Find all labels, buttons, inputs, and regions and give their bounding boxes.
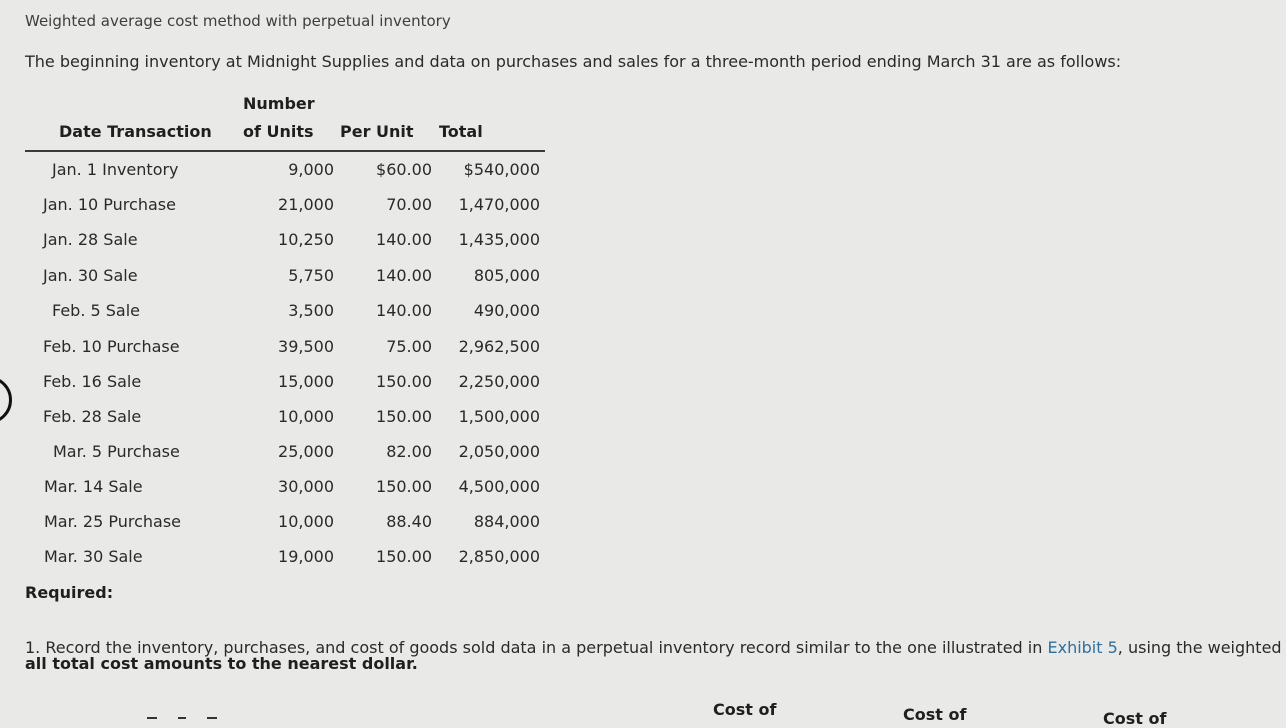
total-cell: 490,000 — [473, 301, 540, 320]
exhibit-link[interactable]: Exhibit 5 — [1047, 638, 1118, 657]
table-row — [0, 372, 560, 406]
column-header-cost-of: Cost of — [903, 705, 967, 724]
per-unit-cell: 150.00 — [376, 547, 432, 566]
date-transaction-cell: Jan. 30 Sale — [43, 266, 138, 285]
date-transaction-cell: Feb. 16 Sale — [43, 372, 142, 391]
header-rule — [25, 150, 545, 152]
units-cell: 5,750 — [288, 266, 334, 285]
table-row — [0, 512, 560, 546]
total-cell: 1,435,000 — [458, 230, 540, 249]
date-transaction-cell: Jan. 28 Sale — [43, 230, 138, 249]
units-cell: 19,000 — [278, 547, 334, 566]
table-row — [0, 266, 560, 300]
per-unit-cell: 150.00 — [376, 372, 432, 391]
units-cell: 30,000 — [278, 477, 334, 496]
table-row — [0, 407, 560, 441]
instruction-text: Record the inventory, purchases, and cost of goods sold data in a perpetual inventory record similar to the one illustrated in — [45, 638, 1043, 657]
date-transaction-cell: Jan. 10 Purchase — [43, 195, 176, 214]
problem-title: Weighted average cost method with perpetual inventory — [25, 12, 451, 30]
per-unit-cell: 140.00 — [376, 301, 432, 320]
total-cell: 2,962,500 — [458, 337, 540, 356]
column-header-cost-of: Cost of — [1103, 709, 1167, 728]
instruction-rounding: all total cost amounts to the nearest dollar. — [25, 654, 418, 673]
total-cell: 884,000 — [473, 512, 540, 531]
header-per-unit: Per Unit — [340, 122, 414, 141]
table-row — [0, 230, 560, 264]
total-cell: 2,050,000 — [458, 442, 540, 461]
units-cell: 25,000 — [278, 442, 334, 461]
table-row — [0, 442, 560, 476]
units-cell: 39,500 — [278, 337, 334, 356]
date-transaction-cell: Feb. 28 Sale — [43, 407, 142, 426]
date-transaction-cell: Mar. 14 Sale — [44, 477, 143, 496]
total-cell: $540,000 — [463, 160, 540, 179]
table-row — [0, 301, 560, 335]
total-cell: 4,500,000 — [458, 477, 540, 496]
per-unit-cell: $60.00 — [376, 160, 432, 179]
per-unit-cell: 70.00 — [386, 195, 432, 214]
per-unit-cell: 150.00 — [376, 477, 432, 496]
per-unit-cell: 88.40 — [386, 512, 432, 531]
partial-mark — [178, 717, 186, 719]
date-transaction-cell: Feb. 10 Purchase — [43, 337, 180, 356]
header-total: Total — [439, 122, 483, 141]
units-cell: 10,000 — [278, 512, 334, 531]
table-row — [0, 547, 560, 581]
units-cell: 15,000 — [278, 372, 334, 391]
per-unit-cell: 140.00 — [376, 230, 432, 249]
date-transaction-cell: Feb. 5 Sale — [52, 301, 141, 320]
table-row — [0, 195, 560, 229]
per-unit-cell: 82.00 — [386, 442, 432, 461]
units-cell: 9,000 — [288, 160, 334, 179]
table-row — [0, 477, 560, 511]
total-cell: 2,250,000 — [458, 372, 540, 391]
total-cell: 805,000 — [473, 266, 540, 285]
per-unit-cell: 150.00 — [376, 407, 432, 426]
header-date-transaction: Date Transaction — [59, 122, 212, 141]
partial-mark — [207, 717, 217, 719]
date-transaction-cell: Mar. 5 Purchase — [53, 442, 180, 461]
table-row — [0, 160, 560, 194]
problem-intro: The beginning inventory at Midnight Supplies and data on purchases and sales for a three-month period ending March 31 are as follows: — [25, 52, 1122, 71]
units-cell: 3,500 — [288, 301, 334, 320]
total-cell: 1,500,000 — [458, 407, 540, 426]
table-row — [0, 337, 560, 371]
units-cell: 21,000 — [278, 195, 334, 214]
header-number: Number — [243, 94, 315, 113]
date-transaction-cell: Mar. 30 Sale — [44, 547, 143, 566]
required-label: Required: — [25, 583, 114, 602]
header-of-units: of Units — [243, 122, 314, 141]
total-cell: 2,850,000 — [458, 547, 540, 566]
per-unit-cell: 140.00 — [376, 266, 432, 285]
partial-mark — [147, 717, 157, 719]
instruction-number: 1. — [25, 638, 41, 657]
column-header-cost-of: Cost of — [713, 700, 777, 719]
date-transaction-cell: Jan. 1 Inventory — [52, 160, 179, 179]
date-transaction-cell: Mar. 25 Purchase — [44, 512, 181, 531]
units-cell: 10,250 — [278, 230, 334, 249]
per-unit-cell: 75.00 — [386, 337, 432, 356]
units-cell: 10,000 — [278, 407, 334, 426]
total-cell: 1,470,000 — [458, 195, 540, 214]
instruction-text-cont: , using the weighted — [1117, 638, 1282, 657]
